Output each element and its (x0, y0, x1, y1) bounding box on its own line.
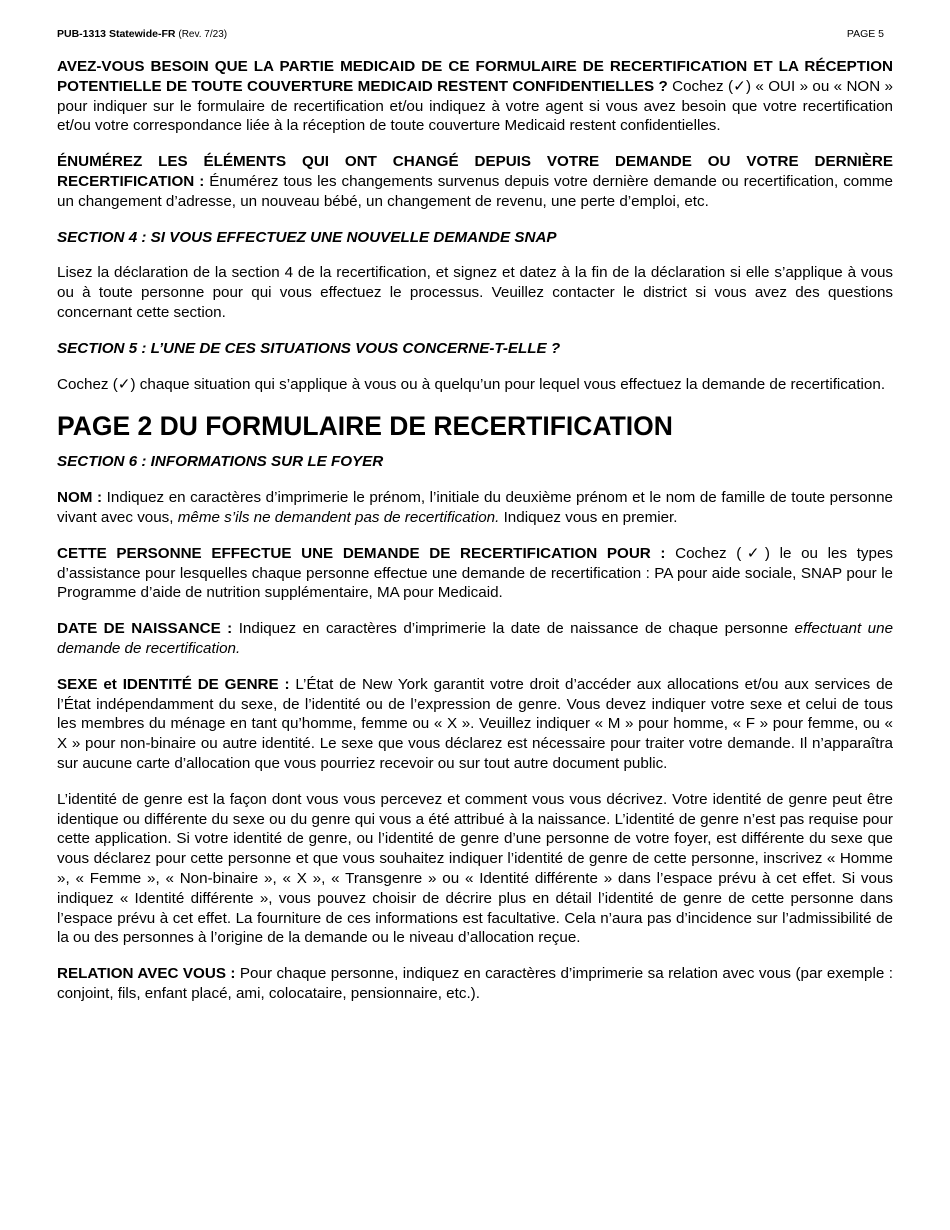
section-5-text: Cochez (✓) chaque situation qui s’applique à vous ou à quelqu’un pour lequel vous effectuez la demande de recertification. (57, 375, 886, 393)
page-header (57, 28, 884, 40)
section-4-text: Lisez la déclaration de la section 4 de la recertification, et signez et datez à la fin de la déclaration si elle s’applique à vous ou à toute personne pour qui vous effectuez le processus. Veuillez contacter le district si vous avez des questions concernant cette section. (57, 264, 893, 321)
sex-gender-paragraph: SEXE et IDENTITÉ DE GENRE : L’État de New York garantit votre droit d’accéder aux allocations et/ou aux services de l’État indépendamment du sexe, de l’identité ou de l’expression de genre. Vous devez indiquer votre sexe et celui de tous les membres du ménage en tant qu’homme, femme ou « X ». Veuillez indiquer « M » pour homme, « F » pour femme, ou « X » pour non-binaire ou autre identité. Le sexe que vous déclarez est nécessaire pour traiter votre demande. Il n’apparaîtra sur aucune carte d’allocation que vous pourriez recevoir ou sur tout autre document public. (57, 675, 893, 772)
relationship-paragraph: RELATION AVEC VOUS : Pour chaque personne, indiquez en caractères d’imprimerie sa relation avec vous (par exemple : conjoint, fils, enfant placé, ami, colocataire, pensionnaire, etc.). (57, 965, 893, 1002)
changes-paragraph: ÉNUMÉREZ LES ÉLÉMENTS QUI ONT CHANGÉ DEPUIS VOTRE DEMANDE OU VOTRE DERNIÈRE RECERTIFICATION : Énumérez tous les changements survenus depuis votre dernière demande ou recertification, comme un changement d’adresse, un nouveau bébé, un changement de revenu, une perte d’emploi, etc. (57, 153, 893, 210)
page-number: PAGE 5 (846, 28, 884, 40)
section-4-title: SECTION 4 : SI VOUS EFFECTUEZ UNE NOUVELLE DEMANDE SNAP (57, 228, 557, 246)
nom-paragraph: NOM : Indiquez en caractères d’imprimerie le prénom, l’initiale du deuxième prénom et le nom de famille de toute personne vivant avec vous, même s’ils ne demandent pas de recertification. Indiquez vous en premier. (57, 489, 894, 526)
section-5-title: SECTION 5 : L’UNE DE CES SITUATIONS VOUS CONCERNE-T-ELLE ? (57, 339, 561, 357)
page-2-heading: PAGE 2 DU FORMULAIRE DE RECERTIFICATION (57, 411, 673, 442)
birth-date-paragraph: DATE DE NAISSANCE : Indiquez en caractères d’imprimerie la date de naissance de chaque personne effectuant une demande de recertification. (57, 620, 894, 657)
medicaid-confidentiality-paragraph: AVEZ-VOUS BESOIN QUE LA PARTIE MEDICAID DE CE FORMULAIRE DE RECERTIFICATION ET LA RÉCEPTION POTENTIELLE DE TOUTE COUVERTURE MEDICAID RESTENT CONFIDENTIELLES ? Cochez (✓) « OUI » ou « NON » pour indiquer sur le formulaire de recertification et/ou indiquez à votre agent si vous avez besoin que votre recertification et/ou votre correspondance liée à la réception de toute couverture Medicaid restent confidentielles. (57, 58, 893, 135)
gender-identity-paragraph: L’identité de genre est la façon dont vous vous percevez et comment vous vous décrivez. Votre identité de genre peut être identique ou différente du sexe ou du genre qui vous a été attribué à la naissance. L’identité de genre n’est pas requise pour cette application. Si votre identité de genre, ou l’identité de genre d’une personne de votre foyer, est différente du sexe que vous déclarez pour cette personne et que vous souhaitez indiquer l’identité de genre de cette personne, inscrivez « Homme », « Femme », « Non-binaire », « X », « Transgenre » ou « Identité différente » dans l’espace prévu à cet effet. Si vous indiquez « Identité différente », vous pouvez choisir de décrire plus en détail l’identité de genre de cette personne dans l’espace prévu à cet effet. La fourniture de ces informations est facultative. Cela n’aura pas d’incidence sur l’admissibilité de la ou des personnes à l’origine de la demande ou le niveau d’allocation reçue. (57, 790, 893, 947)
document-body (57, 57, 893, 1020)
form-code: PUB-1313 Statewide-FR (Rev. 7/23) (57, 28, 228, 40)
revision-date: (Rev. 7/23) (178, 29, 228, 40)
section-6-title: SECTION 6 : INFORMATIONS SUR LE FOYER (57, 453, 384, 471)
recertification-type-paragraph: CETTE PERSONNE EFFECTUE UNE DEMANDE DE RECERTIFICATION POUR : Cochez (✓) le ou les types d’assistance pour lesquelles chaque personne effectue une demande de recertification : PA pour aide sociale, SNAP pour le Programme d’aide de nutrition supplémentaire, MA pour Medicaid. (57, 544, 893, 602)
